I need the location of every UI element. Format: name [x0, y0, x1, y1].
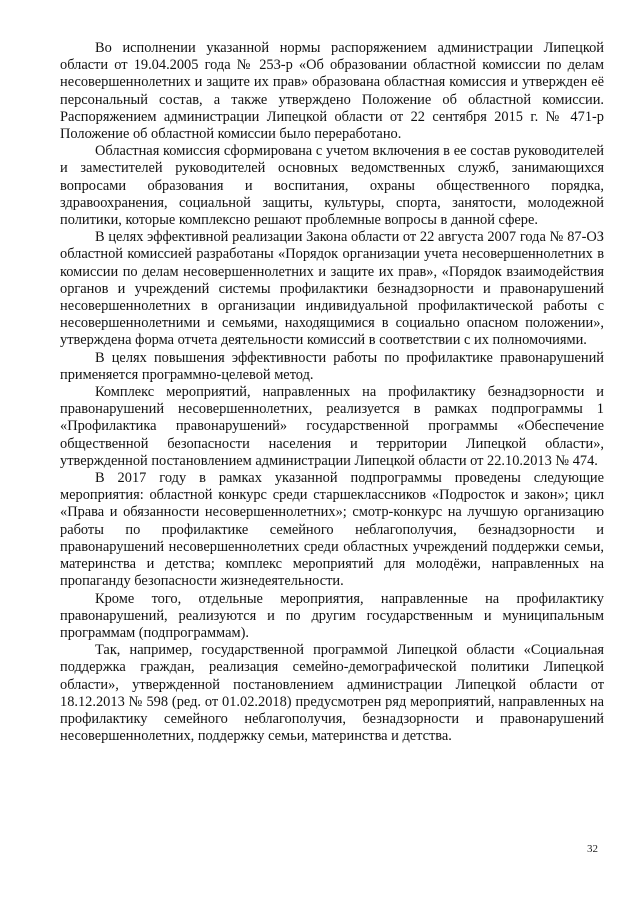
paragraph: В 2017 году в рамках указанной подпрограммы проведены следующие мероприятия: областной конкурс среди старшеклассников «Подросток и закон»; цикл «Права и обязанности несовершеннолетних»; смотр-конкурс на лучшую организацию работы по профилактике семейного неблагополучия, безнадзорности и правонарушений несовершеннолетних среди областных учреждений поддержки семьи, материнства и детства; комплекс мероприятий для молодёжи, направленных на пропаганду безопасности жизнедеятельности. [60, 470, 604, 590]
page-number: 32 [587, 843, 598, 855]
paragraph: В целях повышения эффективности работы по профилактике правонарушений применяется программно-целевой метод. [60, 349, 604, 383]
paragraph: Кроме того, отдельные мероприятия, направленные на профилактику правонарушений, реализуются и по другим государственным и муниципальным программам (подпрограммам). [60, 590, 604, 641]
paragraph: В целях эффективной реализации Закона области от 22 августа 2007 года № 87-ОЗ областной комиссией разработаны «Порядок организации учета несовершеннолетних в комиссии по делам несовершеннолетних и защите их прав», «Порядок взаимодействия органов и учреждений системы профилактики безнадзорности и правонарушений несовершеннолетних в организации индивидуальной профилактической работы с несовершеннолетними и семьями, находящимися в социально опасном положении», утверждена форма отчета деятельности комиссий в соответствии с их полномочиями. [60, 229, 604, 349]
paragraph: Так, например, государственной программой Липецкой области «Социальная поддержка граждан, реализация семейно-демографической политики Липецкой области», утвержденной постановлением администрации Липецкой области от 18.12.2013 № 598 (ред. от 01.02.2018) предусмотрен ряд мероприятий, направленных на профилактику семейного неблагополучия, безнадзорности и правонарушений несовершеннолетних, поддержку семьи, материнства и детства. [60, 642, 604, 745]
body-text [60, 40, 604, 745]
paragraph: Комплекс мероприятий, направленных на профилактику безнадзорности и правонарушений несовершеннолетних, реализуется в рамках подпрограммы 1 «Профилактика правонарушений» государственной программы «Обеспечение общественной безопасности населения и территории Липецкой области», утвержденной постановлением администрации Липецкой области от 22.10.2013 № 474. [60, 384, 604, 469]
paragraph: Во исполнении указанной нормы распоряжением администрации Липецкой области от 19.04.2005 года № 253-р «Об образовании областной комиссии по делам несовершеннолетних и защите их прав» образована областная комиссия и утвержден её персональный состав, а также утверждено Положение об областной комиссии. Распоряжением администрации Липецкой области от 22 сентября 2015 г. № 471-р Положение об областной комиссии было переработано. [60, 40, 604, 143]
paragraph: Областная комиссия сформирована с учетом включения в ее состав руководителей и заместителей руководителей основных ведомственных служб, занимающихся вопросами образования и воспитания, охраны общественного порядка, здравоохранения, социальной защиты, культуры, спорта, занятости, молодежной политики, которые комплексно решают проблемные вопросы в данной сфере. [60, 143, 604, 229]
